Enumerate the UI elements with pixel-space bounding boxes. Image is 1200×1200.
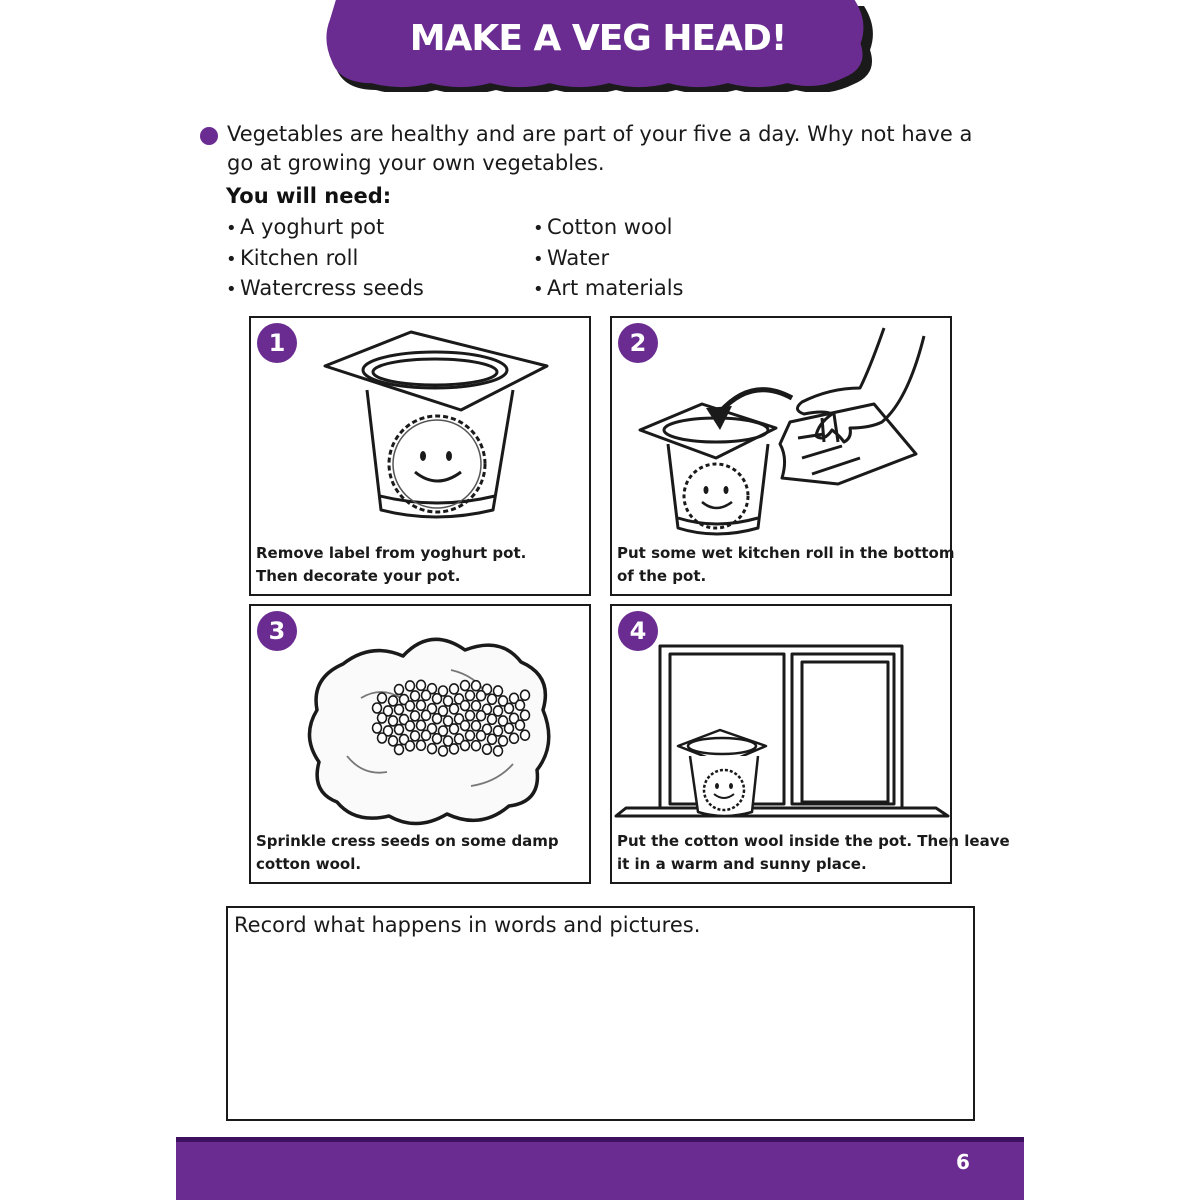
materials-item: • Kitchen roll xyxy=(226,244,424,275)
seed xyxy=(450,724,459,734)
seed xyxy=(488,734,497,744)
seed xyxy=(389,736,398,746)
materials-item: • Water xyxy=(533,244,684,275)
seed xyxy=(395,685,404,695)
seed xyxy=(461,681,470,691)
kitchen-roll-icon xyxy=(780,404,916,484)
step-number-badge: 3 xyxy=(257,611,297,651)
seed xyxy=(389,716,398,726)
seed xyxy=(472,681,481,691)
seed xyxy=(389,696,398,706)
materials-list-left xyxy=(226,213,424,305)
seed xyxy=(494,746,503,756)
seed xyxy=(422,730,431,740)
seed xyxy=(510,733,519,743)
arrow-icon xyxy=(706,390,792,430)
step-number-badge: 4 xyxy=(618,611,658,651)
materials-item: • Cotton wool xyxy=(533,213,684,244)
seed xyxy=(466,691,475,701)
step-caption xyxy=(256,830,587,876)
materials-item: • Art materials xyxy=(533,274,684,305)
seed xyxy=(521,710,530,720)
smiley-face-icon xyxy=(684,464,748,528)
step-caption-line: cotton wool. xyxy=(256,855,362,873)
seed xyxy=(395,745,404,755)
intro-paragraph xyxy=(200,120,980,178)
seed xyxy=(373,723,382,733)
step-caption-line: Put some wet kitchen roll in the bottom xyxy=(617,544,955,562)
seed xyxy=(411,731,420,741)
step-caption xyxy=(617,542,955,588)
seed xyxy=(466,711,475,721)
step-caption xyxy=(256,542,587,588)
materials-heading: You will need: xyxy=(226,184,392,208)
seed xyxy=(516,700,525,710)
seed xyxy=(428,744,437,754)
purple-bullet-icon xyxy=(200,127,218,145)
seed xyxy=(450,704,459,714)
seed xyxy=(461,701,470,711)
seed xyxy=(378,693,387,703)
seed xyxy=(439,746,448,756)
hand-icon xyxy=(797,328,924,442)
step-card-1 xyxy=(249,316,591,596)
seed xyxy=(488,714,497,724)
seed xyxy=(395,705,404,715)
step-caption xyxy=(617,830,1010,876)
seed xyxy=(406,741,415,751)
seed xyxy=(461,741,470,751)
seed xyxy=(466,731,475,741)
seed xyxy=(472,701,481,711)
step-number-badge: 2 xyxy=(618,323,658,363)
step-caption-line: Put the cotton wool inside the pot. Then leave xyxy=(617,832,1010,850)
seed xyxy=(505,703,514,713)
step-card-4 xyxy=(610,604,1010,884)
seed xyxy=(417,740,426,750)
seed xyxy=(461,721,470,731)
step-number-badge: 1 xyxy=(257,323,297,363)
step-card-2 xyxy=(610,316,955,596)
footer-band xyxy=(176,1138,1024,1200)
seed xyxy=(433,714,442,724)
seed xyxy=(378,713,387,723)
seed xyxy=(422,710,431,720)
seed xyxy=(472,721,481,731)
seed xyxy=(450,744,459,754)
materials-list-right xyxy=(533,213,684,305)
seed xyxy=(406,701,415,711)
seed xyxy=(422,690,431,700)
seed xyxy=(395,725,404,735)
seed xyxy=(488,694,497,704)
seed xyxy=(417,720,426,730)
smiley-face-icon xyxy=(389,416,485,512)
seed xyxy=(433,694,442,704)
seed xyxy=(411,711,420,721)
intro-text: Vegetables are healthy and are part of your five a day. Why not have a go at growing your own vegetables. xyxy=(227,122,973,175)
seed xyxy=(472,741,481,751)
seed xyxy=(378,733,387,743)
seed xyxy=(406,721,415,731)
seed xyxy=(477,711,486,721)
seed xyxy=(483,744,492,754)
seed xyxy=(450,684,459,694)
seed xyxy=(477,691,486,701)
seed xyxy=(505,723,514,733)
seed xyxy=(373,703,382,713)
materials-item: • Watercress seeds xyxy=(226,274,424,305)
seed xyxy=(411,691,420,701)
seed xyxy=(406,681,415,691)
step-card-3 xyxy=(249,604,591,884)
seed xyxy=(521,730,530,740)
record-prompt: Record what happens in words and pictures. xyxy=(234,913,701,937)
step-caption-line: it in a warm and sunny place. xyxy=(617,855,867,873)
step-caption-line: of the pot. xyxy=(617,567,707,585)
seed xyxy=(521,690,530,700)
seed xyxy=(516,720,525,730)
seed xyxy=(417,700,426,710)
footer-band-edge xyxy=(176,1137,1024,1142)
seed xyxy=(433,734,442,744)
page-number: 6 xyxy=(956,1150,970,1174)
materials-item: • A yoghurt pot xyxy=(226,213,424,244)
seed xyxy=(499,736,508,746)
page-title: MAKE A VEG HEAD! xyxy=(409,18,787,59)
seed xyxy=(477,731,486,741)
step-caption-line: Remove label from yoghurt pot. xyxy=(256,544,527,562)
step-caption-line: Sprinkle cress seeds on some damp xyxy=(256,832,559,850)
step-caption-line: Then decorate your pot. xyxy=(256,567,461,585)
seed xyxy=(417,680,426,690)
record-observations-box[interactable] xyxy=(226,906,975,1121)
